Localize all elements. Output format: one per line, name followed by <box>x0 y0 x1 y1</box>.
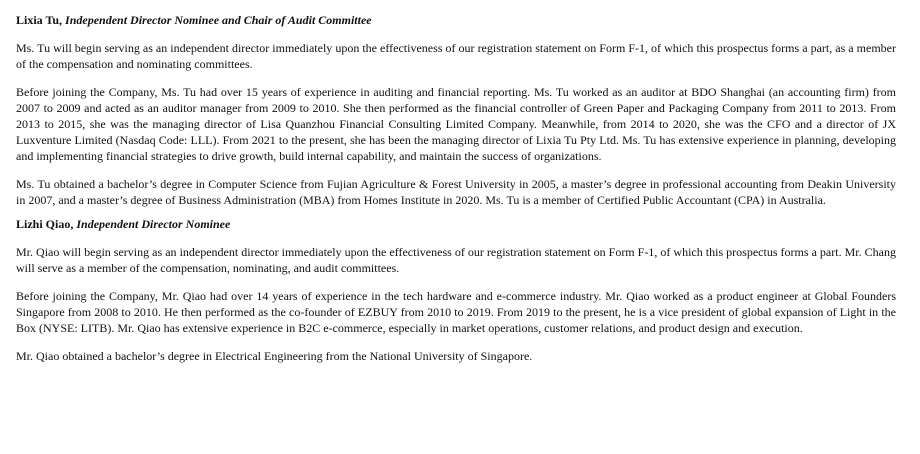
bio-paragraph: Mr. Qiao obtained a bachelor’s degree in Electrical Engineering from the National University of Singapore. <box>16 349 533 363</box>
bio-section-lizhi-qiao <box>16 216 896 364</box>
director-role: Independent Director Nominee <box>76 217 231 231</box>
bio-paragraph: Mr. Qiao will begin serving as an independent director immediately upon the effectiveness of our registration statement on Form F-1, of which this prospectus forms a part. Mr. Chang will serve as a member of the compensation, nominating, and audit committees. <box>16 245 896 275</box>
section-heading: Lizhi Qiao, Independent Director Nominee <box>16 217 231 231</box>
section-heading: Lixia Tu, Independent Director Nominee and Chair of Audit Committee <box>16 13 372 27</box>
bio-paragraph: Before joining the Company, Mr. Qiao had over 14 years of experience in the tech hardware and e-commerce industry. Mr. Qiao worked as a product engineer at Global Founders Singapore from 2008 to 2010. He then performed as the co-founder of EZBUY from 2010 to 2019. From 2019 to the present, he is a vice president of global expansion of Light in the Box (NYSE: LITB). Mr. Qiao has extensive experience in B2C e-commerce, especially in market operations, customer relations, and product design and execution. <box>16 289 896 335</box>
director-name: Lizhi Qiao <box>16 217 71 231</box>
bio-paragraph: Ms. Tu will begin serving as an independent director immediately upon the effectiveness of our registration statement on Form F-1, of which this prospectus forms a part, as a member of the compensation and nominating committees. <box>16 41 896 71</box>
bio-section-lixia-tu <box>16 12 896 208</box>
bio-paragraph: Ms. Tu obtained a bachelor’s degree in Computer Science from Fujian Agriculture & Forest University in 2005, a master’s degree in professional accounting from Deakin University in 2007, and a master’s degree of Business Administration (MBA) from Homes Institute in 2020. Ms. Tu is a member of Certified Public Accountant (CPA) in Australia. <box>16 177 896 207</box>
director-role: Independent Director Nominee and Chair of Audit Committee <box>65 13 372 27</box>
director-name: Lixia Tu <box>16 13 60 27</box>
bio-paragraph: Before joining the Company, Ms. Tu had over 15 years of experience in auditing and financial reporting. Ms. Tu worked as an auditor at BDO Shanghai (an accounting firm) from 2007 to 2009 and acted as an auditor manager from 2009 to 2010. She then performed as the financial controller of Green Paper and Packaging Company from 2011 to 2013. From 2013 to 2015, she was the managing director of Lisa Quanzhou Financial Consulting Limited Company. Meanwhile, from 2014 to 2020, she was the CFO and a director of JX Luxventure Limited (Nasdaq Code: LLL). From 2021 to the present, she has been the managing director of Lixia Tu Pty Ltd. Ms. Tu has extensive experience in planning, developing and implementing financial strategies to drive growth, build internal capability, and maintain the success of organizations. <box>16 85 896 163</box>
